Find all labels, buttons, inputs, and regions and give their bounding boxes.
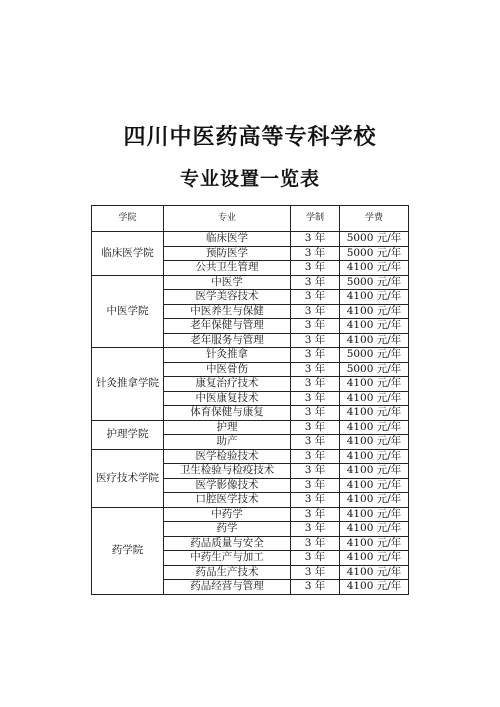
table-body [92,232,409,595]
fee-cell: 5000 元/年 [340,348,409,363]
table-row [92,232,409,247]
major-name-cell: 老年保健与管理 [164,319,291,334]
majors-table [91,205,409,595]
header-duration: 学制 [291,206,340,232]
fee-cell: 5000 元/年 [340,275,409,290]
major-name-cell: 药品生产技术 [164,565,291,580]
header-school: 学院 [92,206,164,232]
fee-cell: 4100 元/年 [340,435,409,450]
document-subtitle: 专业设置一览表 [179,168,320,190]
duration-cell: 3 年 [291,507,340,522]
fee-cell: 4100 元/年 [340,565,409,580]
fee-cell: 4100 元/年 [340,261,409,276]
duration-cell: 3 年 [291,362,340,377]
major-name-cell: 针灸推拿 [164,348,291,363]
fee-cell: 4100 元/年 [340,580,409,595]
table-row [92,420,409,435]
major-name-cell: 中医骨伤 [164,362,291,377]
duration-cell: 3 年 [291,406,340,421]
major-name-cell: 药品质量与安全 [164,536,291,551]
major-name-cell: 口腔医学技术 [164,493,291,508]
fee-cell: 4100 元/年 [340,391,409,406]
duration-cell: 3 年 [291,464,340,479]
duration-cell: 3 年 [291,275,340,290]
major-name-cell: 药品经营与管理 [164,580,291,595]
major-name-cell: 中医康复技术 [164,391,291,406]
major-name-cell: 中医学 [164,275,291,290]
fee-cell: 4100 元/年 [340,377,409,392]
fee-cell: 4100 元/年 [340,333,409,348]
major-name-cell: 医学美容技术 [164,290,291,305]
duration-cell: 3 年 [291,536,340,551]
duration-cell: 3 年 [291,348,340,363]
fee-cell: 4100 元/年 [340,493,409,508]
header-major: 专业 [164,206,291,232]
table-header-row [92,206,409,232]
major-name-cell: 康复治疗技术 [164,377,291,392]
duration-cell: 3 年 [291,493,340,508]
school-name-cell: 药学院 [92,507,164,594]
duration-cell: 3 年 [291,333,340,348]
fee-cell: 4100 元/年 [340,551,409,566]
duration-cell: 3 年 [291,449,340,464]
fee-cell: 4100 元/年 [340,522,409,537]
fee-cell: 4100 元/年 [340,420,409,435]
school-name-cell: 医疗技术学院 [92,449,164,507]
table-row [92,275,409,290]
duration-cell: 3 年 [291,551,340,566]
major-name-cell: 中药学 [164,507,291,522]
school-name-cell: 护理学院 [92,420,164,449]
duration-cell: 3 年 [291,435,340,450]
major-name-cell: 中药生产与加工 [164,551,291,566]
major-name-cell: 老年服务与管理 [164,333,291,348]
major-name-cell: 医学影像技术 [164,478,291,493]
major-name-cell: 药学 [164,522,291,537]
school-name-cell: 临床医学院 [92,232,164,276]
major-name-cell: 卫生检验与检疫技术 [164,464,291,479]
major-name-cell: 体育保健与康复 [164,406,291,421]
major-name-cell: 临床医学 [164,232,291,247]
major-name-cell: 助产 [164,435,291,450]
school-name-cell: 中医学院 [92,275,164,348]
duration-cell: 3 年 [291,420,340,435]
fee-cell: 4100 元/年 [340,536,409,551]
table-row [92,348,409,363]
duration-cell: 3 年 [291,319,340,334]
duration-cell: 3 年 [291,391,340,406]
fee-cell: 4100 元/年 [340,478,409,493]
fee-cell: 4100 元/年 [340,507,409,522]
duration-cell: 3 年 [291,522,340,537]
major-name-cell: 公共卫生管理 [164,261,291,276]
duration-cell: 3 年 [291,246,340,261]
duration-cell: 3 年 [291,232,340,247]
major-name-cell: 中医养生与保健 [164,304,291,319]
fee-cell: 5000 元/年 [340,362,409,377]
header-fee: 学费 [340,206,409,232]
duration-cell: 3 年 [291,261,340,276]
duration-cell: 3 年 [291,377,340,392]
fee-cell: 5000 元/年 [340,246,409,261]
fee-cell: 4100 元/年 [340,319,409,334]
duration-cell: 3 年 [291,565,340,580]
fee-cell: 4100 元/年 [340,464,409,479]
fee-cell: 4100 元/年 [340,449,409,464]
table-row [92,507,409,522]
fee-cell: 5000 元/年 [340,232,409,247]
duration-cell: 3 年 [291,304,340,319]
document-title: 四川中医药高等专科学校 [123,124,377,150]
major-name-cell: 医学检验技术 [164,449,291,464]
duration-cell: 3 年 [291,478,340,493]
fee-cell: 4100 元/年 [340,290,409,305]
duration-cell: 3 年 [291,290,340,305]
major-name-cell: 预防医学 [164,246,291,261]
fee-cell: 4100 元/年 [340,406,409,421]
fee-cell: 4100 元/年 [340,304,409,319]
major-name-cell: 护理 [164,420,291,435]
school-name-cell: 针灸推拿学院 [92,348,164,421]
table-row [92,449,409,464]
duration-cell: 3 年 [291,580,340,595]
